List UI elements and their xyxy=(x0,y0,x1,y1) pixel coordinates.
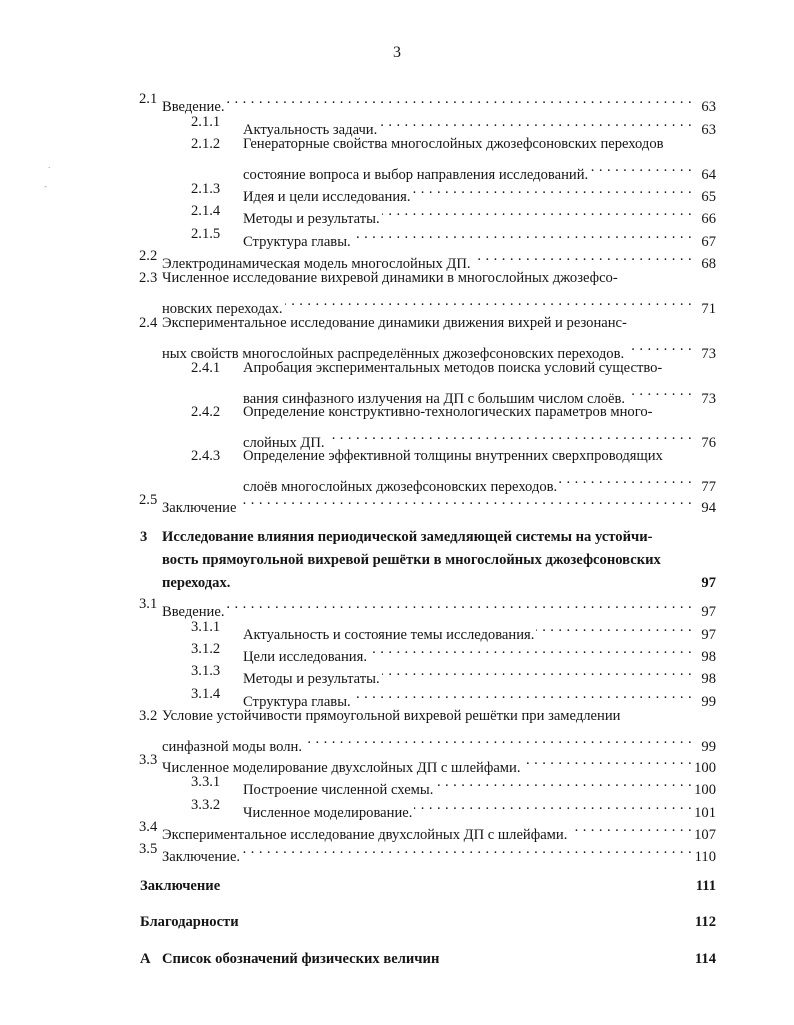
toc-entry-number: 3.1.3 xyxy=(191,663,221,679)
toc-entry-page: 65 xyxy=(701,189,716,205)
toc-entry-number: 3.3 xyxy=(139,752,158,768)
dot-leader xyxy=(226,593,692,616)
toc-entry-title: Экспериментальное исследование двухслойных ДП с шлейфами. xyxy=(162,827,568,843)
toc-entry-number: 3.2 xyxy=(139,708,158,724)
toc-appendix-a[interactable] xyxy=(140,948,716,971)
toc-entry-number: 2.1.3 xyxy=(191,181,221,197)
toc-entry-number: 3.4 xyxy=(139,819,158,835)
toc-entry-title: Цели исследования. xyxy=(243,649,367,665)
toc-entry-title: Заключение xyxy=(162,500,237,516)
dot-leader xyxy=(226,88,692,111)
toc-entry-title: Актуальность задачи. xyxy=(243,122,378,138)
toc-entry-title: Электродинамическая модель многослойных ДП. xyxy=(162,256,471,272)
toc-entry-page: 97 xyxy=(701,627,716,643)
toc-chapter-number: 3 xyxy=(140,529,148,545)
toc-entry-title-line-2: новских переходах. xyxy=(162,301,283,317)
dot-leader xyxy=(353,223,692,246)
toc-chapter-title-line-1: Исследование влияния периодической замедляющей системы на устойчи- xyxy=(162,529,653,545)
toc-chapter-title-line-2: вость прямоугольной вихревой решётки в многослойных джозефсоновских xyxy=(162,552,661,568)
toc-chapter-page: 97 xyxy=(701,575,716,591)
toc-entry-page: 101 xyxy=(694,805,716,821)
dot-leader xyxy=(626,335,692,358)
toc-entry-number: 2.1.4 xyxy=(191,203,221,219)
dot-leader xyxy=(382,200,692,223)
toc-conclusion-title: Заключение xyxy=(140,878,221,894)
toc-entry-title: Методы и результаты. xyxy=(243,211,380,227)
toc-entry-title-line-2: слойных ДП. xyxy=(243,435,325,451)
toc-appendix-letter: A xyxy=(140,951,151,967)
toc-conclusion-page: 111 xyxy=(695,878,716,894)
toc-entry-page: 98 xyxy=(701,649,716,665)
toc-entry-number: 3.3.1 xyxy=(191,774,221,790)
toc-entry-title-line-1: Численное исследование вихревой динамики в многослойных джозефсо- xyxy=(162,270,618,286)
toc-entry-page: 110 xyxy=(694,849,716,865)
toc-acknowledgements-title: Благодарности xyxy=(140,914,239,930)
toc-entry-title: Актуальность и состояние темы исследования. xyxy=(243,627,535,643)
toc-entry-title-line-1: Определение эффективной толщины внутренних сверхпроводящих xyxy=(243,448,663,464)
toc-entry-title: Структура главы. xyxy=(243,234,351,250)
toc-entry-page: 77 xyxy=(701,479,716,495)
toc-entry-title: Введение. xyxy=(162,604,225,620)
toc-entry-number: 2.4 xyxy=(139,315,158,331)
toc-entry-2-5[interactable] xyxy=(139,489,716,520)
toc-entry-title-line-2: состояние вопроса и выбор направления исследований. xyxy=(243,167,589,183)
toc-entry-title-line-2: ных свойств многослойных распределённых джозефсоновских переходов. xyxy=(162,346,625,362)
toc-entry-page: 94 xyxy=(701,500,716,516)
dot-leader xyxy=(379,111,692,134)
toc-acknowledgements-page: 112 xyxy=(694,914,716,930)
toc-entry-page: 71 xyxy=(701,301,716,317)
dot-leader xyxy=(435,771,692,794)
toc-entry-number: 3.1.1 xyxy=(191,619,221,635)
scan-speck: . xyxy=(48,160,51,170)
toc-entry-page: 67 xyxy=(701,234,716,250)
toc-entry-page: 66 xyxy=(701,211,716,227)
toc-entry-page: 63 xyxy=(701,99,716,115)
toc-entry-number: 2.2 xyxy=(139,248,158,264)
dot-leader xyxy=(327,424,692,447)
dot-leader xyxy=(382,660,692,683)
toc-entry-page: 73 xyxy=(701,346,716,362)
toc-entry-page: 63 xyxy=(701,122,716,138)
toc-entry-number: 3.3.2 xyxy=(191,797,221,813)
dot-leader xyxy=(369,638,692,661)
toc-entry-page: 107 xyxy=(694,827,716,843)
toc-appendix-title: Список обозначений физических величин xyxy=(162,951,440,967)
dot-leader xyxy=(353,683,692,706)
toc-entry-number: 2.4.3 xyxy=(191,448,221,464)
toc-entry-number: 3.5 xyxy=(139,841,158,857)
dot-leader xyxy=(413,178,692,201)
toc-entry-page: 97 xyxy=(701,604,716,620)
toc-chapter-title-line-3: переходах. xyxy=(162,575,231,591)
toc-entry-title-line-1: Генераторные свойства многослойных джозефсоновских переходов xyxy=(243,136,664,152)
toc-entry-number: 2.5 xyxy=(139,492,158,508)
toc-entry-page: 64 xyxy=(701,167,716,183)
toc-entry-page: 99 xyxy=(701,694,716,710)
toc-entry-title-line-1: Апробация экспериментальных методов поиска условий существо- xyxy=(243,360,663,376)
toc-entry-number: 3.1 xyxy=(139,596,158,612)
dot-leader xyxy=(414,794,692,817)
scan-speck: - xyxy=(44,181,47,191)
toc-entry-page: 100 xyxy=(694,782,716,798)
dot-leader xyxy=(242,838,692,861)
dot-leader xyxy=(473,245,692,268)
toc-entry-number: 2.4.1 xyxy=(191,360,221,376)
toc-entry-number: 2.1 xyxy=(139,91,158,107)
toc-entry-title: Построение численной схемы. xyxy=(243,782,434,798)
page-number: 3 xyxy=(393,44,401,61)
dot-leader xyxy=(559,468,692,491)
toc-entry-title: Структура главы. xyxy=(243,694,351,710)
toc-entry-page: 99 xyxy=(701,739,716,755)
dot-leader xyxy=(238,489,692,512)
dot-leader xyxy=(569,816,692,839)
toc-entry-number: 2.4.2 xyxy=(191,404,221,420)
toc-entry-number: 2.1.5 xyxy=(191,226,221,242)
toc-entry-title-line-1: Экспериментальное исследование динамики движения вихрей и резонанс- xyxy=(162,315,627,331)
dot-leader xyxy=(590,156,692,179)
toc-entry-title: Заключение. xyxy=(162,849,241,865)
toc-entry-title: Численное моделирование. xyxy=(243,805,413,821)
toc-entry-page: 100 xyxy=(694,760,716,776)
dot-leader xyxy=(627,380,692,403)
toc-entry-page: 98 xyxy=(701,671,716,687)
toc-entry-page: 76 xyxy=(701,435,716,451)
toc-entry-title: Методы и результаты. xyxy=(243,671,380,687)
toc-entry-title: Идея и цели исследования. xyxy=(243,189,411,205)
toc-entry-number: 2.1.1 xyxy=(191,114,221,130)
toc-entry-title-line-1: Условие устойчивости прямоугольной вихревой решётки при замедлении xyxy=(162,708,621,724)
toc-entry-page: 73 xyxy=(701,391,716,407)
toc-entry-number: 3.1.4 xyxy=(191,686,221,702)
toc-entry-page: 68 xyxy=(701,256,716,272)
toc-conclusion[interactable] xyxy=(140,875,716,898)
toc-entry-number: 3.1.2 xyxy=(191,641,221,657)
dot-leader xyxy=(536,616,692,639)
dot-leader xyxy=(285,290,692,313)
toc-appendix-page: 114 xyxy=(694,951,716,967)
toc-entry-title: Введение. xyxy=(162,99,225,115)
dot-leader xyxy=(523,749,693,772)
toc-entry-number: 2.1.2 xyxy=(191,136,221,152)
toc-entry-title-line-2: вания синфазного излучения на ДП с большим числом слоёв. xyxy=(243,391,626,407)
toc-acknowledgements[interactable] xyxy=(140,911,716,934)
toc-entry-title-line-2: синфазной моды волн. xyxy=(162,739,302,755)
toc-entry-title-line-1: Определение конструктивно-технологических параметров много- xyxy=(243,404,653,420)
toc-entry-title: Численное моделирование двухслойных ДП с шлейфами. xyxy=(162,760,521,776)
toc-entry-number: 2.3 xyxy=(139,270,158,286)
toc-entry-title-line-2: слоёв многослойных джозефсоновских переходов. xyxy=(243,479,558,495)
toc-entry-3-5[interactable] xyxy=(139,838,716,869)
toc-chapter-3[interactable] xyxy=(140,526,716,595)
dot-leader xyxy=(304,728,692,751)
